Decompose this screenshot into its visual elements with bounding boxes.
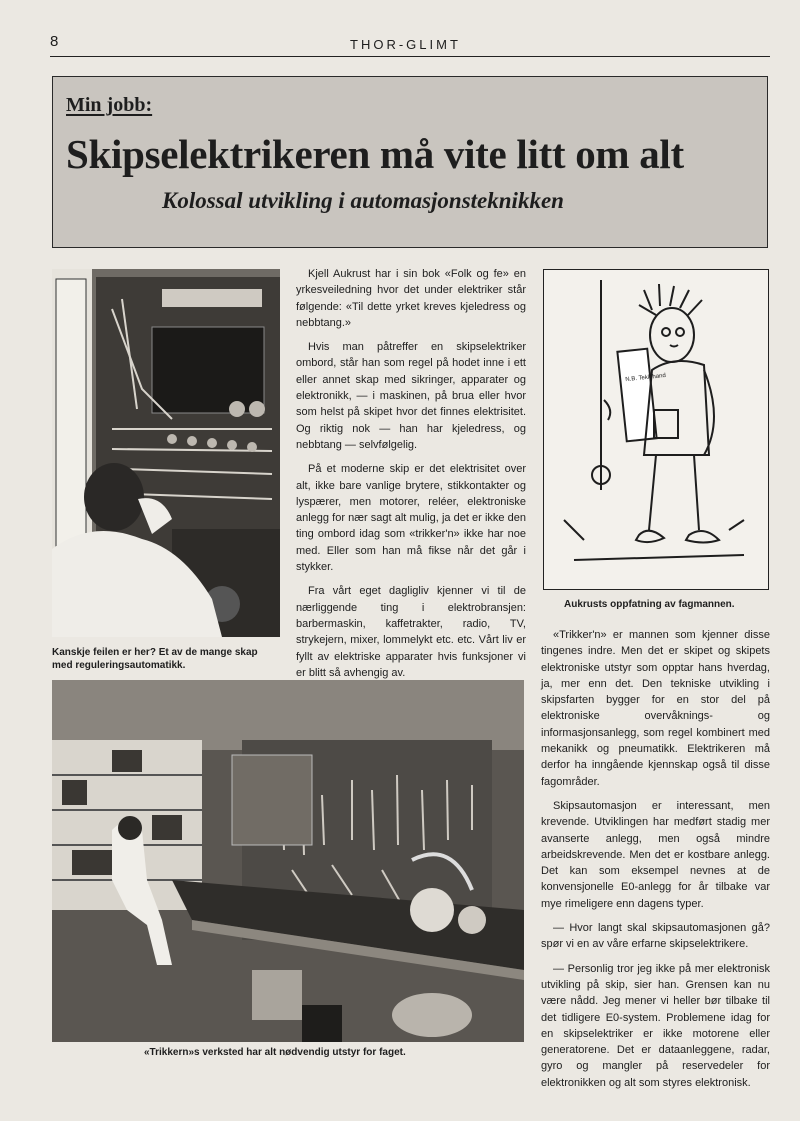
- kicker: Min jobb:: [66, 94, 153, 116]
- cartoon-frame: [543, 269, 769, 590]
- paragraph: Kjell Aukrust har i sin bok «Folk og fe» en yrkesveiledning hvor det under elektriker står følgende: «Til dette yrket kreves kjeledress og nebbtang.»: [296, 268, 526, 329]
- cartoon-caption: Aukrusts oppfatning av fagmannen.: [564, 599, 735, 610]
- cabinet-illustration: [52, 269, 280, 637]
- paragraph: Hvis man påtreffer en skipselektriker ombord, står han som regel på hodet inne i ett eller annet skap med sikringer, apparater og elektronikk, — i maskinen, på brua eller hvor som helst på skipet hvor det finnes elektrisitet. Og riktig nok — han har kjeledress, og nebbtang — selvfølgelig.: [296, 341, 526, 451]
- page-number: 8: [50, 33, 59, 50]
- paragraph: — Personlig tror jeg ikke på mer elektronisk utvikling på skip, sier han. Grensen kan nu være nådd. Jeg mener vi heller bør tilbake til det tidligere E0-system. Problemene idag for en skipselektriker er ikke motorene eller generatorene. Det er dataanleggene, radar, gyro og mangler på reservedeler for elektronikken og alt som styres elektronisk.: [541, 962, 770, 1089]
- workshop-photo-caption: «Trikkern»s verksted har alt nødvendig utstyr for faget.: [144, 1047, 406, 1058]
- electrician-cabinet-photo: [52, 269, 280, 637]
- workshop-illustration: [52, 680, 524, 1042]
- right-column: [541, 627, 770, 1099]
- paragraph: «Trikker'n» er mannen som kjenner disse tingenes indre. Men det er skipet og skipets elektroniske utstyr som opptar hans hverdag, ja, mer enn det. Den tekniske utvikling i skipsfarten bygger for en stor del på elektroniske overvåknings- og informasjonsanlegg, som regel kombinert med mekanikk og pneumatikk. Elektrikeren må derfor ha inngående kjennskap også til disse fagområder.: [541, 629, 770, 788]
- caption-line-1: Kanskje feilen er her? Et av de mange skap: [52, 647, 258, 658]
- paragraph: Fra vårt eget dagligliv kjenner vi til de nærliggende ting i elektrobransjen: barbermaskin, kaffetrakter, radio, TV, strykejern, mixer, lommelykt etc. etc. Vårt liv er fyllt av elektriske apparater hvis funksjoner vi er blitt så avhengig av.: [296, 585, 526, 679]
- header-rule: [50, 56, 770, 57]
- middle-column: [296, 266, 526, 689]
- aukrust-cartoon: [544, 270, 768, 589]
- paragraph: — Hvor langt skal skipsautomasjonen gå? spør vi en av våre erfarne skipselektrikere.: [541, 922, 770, 951]
- subheadline: Kolossal utvikling i automasjonsteknikken: [162, 188, 564, 213]
- paragraph: På et moderne skip er det elektrisitet over alt, ikke bare vanlige brytere, stikkontakter og lyspærer, men motorer, reléer, elektroniske anlegg for nær sagt alt mulig, ja det er ikke den ting ombord idag som «trikker'n» ikke har noe med. Eller som han må fikse når det går i stykker.: [296, 463, 526, 574]
- paragraph: Skipsautomasjon er interessant, men krevende. Utviklingen har medført stadig mer avanserte anlegg, men også mindre arbeidskrevende. Men det er kostbare anlegg. Det kan som eksempel nevnes at de konvensjonelle E0-anlegg for år tilbake var mye rimeligere enn dagens typer.: [541, 799, 770, 910]
- cartoon-note: N.B. Tekk hand: [625, 372, 667, 384]
- running-header: THOR-GLIMT: [350, 37, 461, 52]
- headline: Skipselektrikeren må vite litt om alt: [66, 131, 684, 177]
- workshop-photo: [52, 680, 524, 1042]
- caption-line-2: med reguleringsautomatikk.: [52, 660, 186, 671]
- cabinet-photo-caption: [52, 646, 282, 672]
